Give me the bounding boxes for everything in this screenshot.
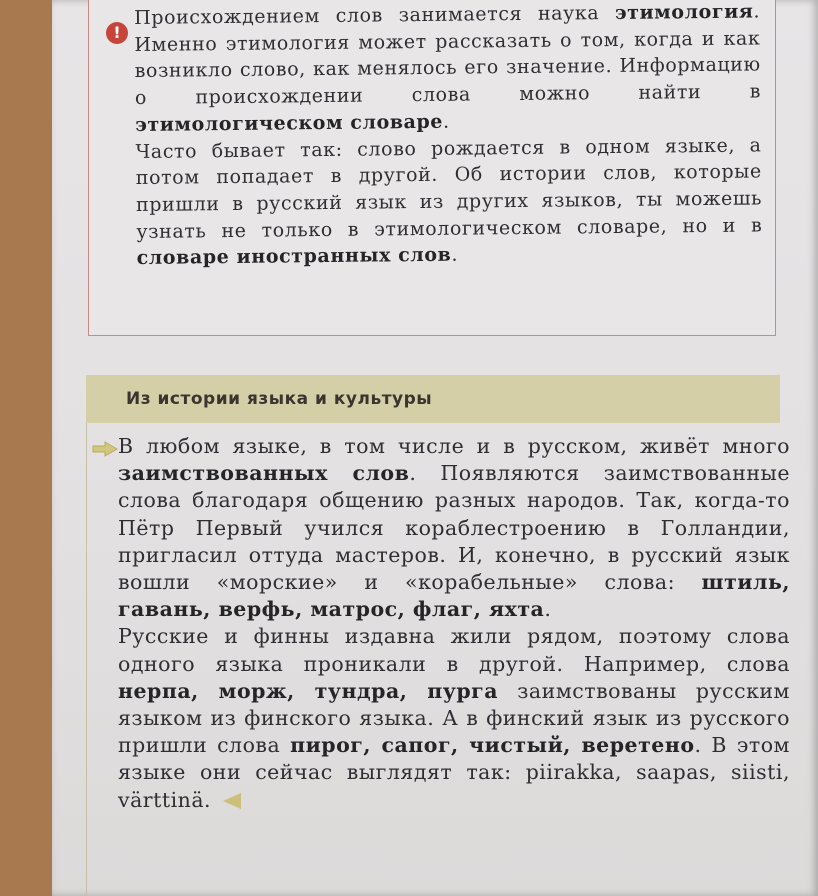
history-text-span: . В этом языке они сейчас выглядят так: piirakka, saapas, siisti, värttinä. [118,733,790,812]
history-text-span: заимствованы русским языком из финского языка. А в финский язык из русского пришли слова [118,678,790,758]
history-text-span: . Появляются заимствованные слова благодаря общению разных народов. Так, когда-то Пётр Первый учился кораблестроению в Голландии, пригласил оттуда мастеров. И, конечно, в русский язык вошли «морские» и «корабельные» слова: [118,461,791,595]
term-sea-words: штиль, гавань, верфь, матрос, флаг, яхта [118,570,790,622]
section-title: Из истории языка и культуры [126,389,433,409]
rule-text-span: . Именно этимология может рассказать о том, когда и как возникло слово, как менялось его значение. Информацию о происхождении слова можно найти в [134,0,762,110]
term-foreign-words-dictionary: словаре иностранных слов [136,244,452,270]
end-triangle-icon [223,793,241,809]
history-paragraph-1 [118,433,790,623]
term-finnish-loanwords: нерпа, морж, тундра, пурга [118,678,499,703]
history-paragraph-2 [118,623,790,813]
term-etymological-dictionary: этимологическом словаре [135,110,444,136]
history-text-span: В любом языке, в том числе и в русском, живёт много [118,434,790,458]
history-text-span: . [544,597,552,622]
history-text [118,433,790,814]
rule-text-span: . [451,243,459,267]
rule-text-span: Часто бывает так: слово рождается в одном языке, а потом попадает в другой. Об истории слов, которые пришли в русский язык из других языков, ты можешь узнать не только в этимологическом словаре, но и в [135,133,763,243]
rule-paragraph-1 [134,0,761,139]
rule-text-span: Происхождением слов занимается наука [134,1,616,29]
term-etymology: этимология [614,0,754,24]
exclamation-icon: ! [106,22,128,44]
term-russian-loanwords: пирог, сапог, чистый, веретено [290,733,695,758]
section-header [86,375,780,423]
rule-paragraph-2 [135,132,762,272]
term-borrowed-words: заимствованных слов [118,461,410,486]
rule-text [134,0,763,272]
arrow-right-icon [92,441,118,457]
rule-text-span: . [442,110,450,133]
history-text-span: Русские и финны издавна жили рядом, поэтому слова одного языка проникали в другой. Например, слова [118,624,790,676]
